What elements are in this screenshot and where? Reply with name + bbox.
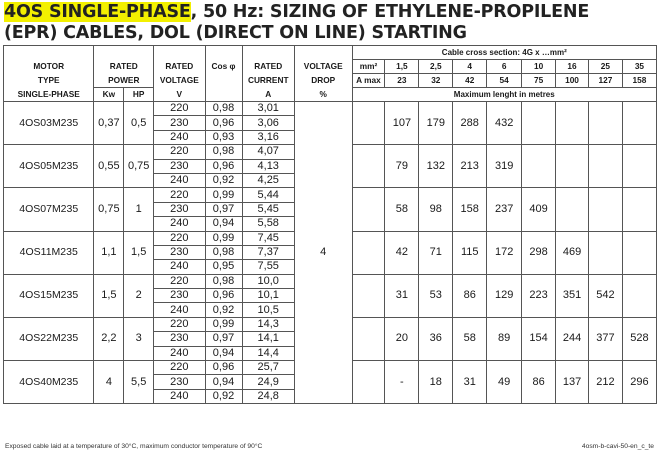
motor-type-cell: 4OS03M235 [4, 102, 94, 145]
length-cell [622, 231, 656, 274]
cos-phi-cell: 0,96 [205, 116, 242, 130]
length-cell: 212 [588, 361, 622, 404]
voltage-cell: 220 [154, 317, 205, 331]
current-cell: 3,16 [242, 130, 294, 144]
length-cell [588, 231, 622, 274]
length-cell: 20 [385, 317, 419, 360]
current-cell: 4,25 [242, 173, 294, 187]
current-cell: 14,4 [242, 346, 294, 360]
spacer-cell [352, 317, 385, 360]
power-kw-cell: 0,75 [94, 188, 124, 231]
cos-phi-cell: 0,92 [205, 389, 242, 403]
length-cell: 432 [487, 102, 522, 145]
header-rated-voltage: RATED [154, 60, 205, 74]
footer-code: 4osm-b-cavi-50-en_c_te [581, 443, 654, 450]
voltage-cell: 230 [154, 159, 205, 173]
voltage-cell: 220 [154, 361, 205, 375]
current-cell: 3,01 [242, 102, 294, 116]
motor-type-cell: 4OS22M235 [4, 317, 94, 360]
max-length-label: Maximum lenght in metres [352, 88, 656, 102]
current-cell: 5,58 [242, 217, 294, 231]
cos-phi-cell: 0,96 [205, 289, 242, 303]
length-cell: 132 [419, 145, 453, 188]
power-hp-cell: 1,5 [124, 231, 154, 274]
length-cell: 71 [419, 231, 453, 274]
title-line2: (EPR) CABLES, DOL (DIRECT ON LINE) STARTING [4, 23, 467, 43]
current-cell: 14,3 [242, 317, 294, 331]
power-kw-cell: 1,1 [94, 231, 124, 274]
current-cell: 4,13 [242, 159, 294, 173]
current-cell: 4,07 [242, 145, 294, 159]
length-cell: - [385, 361, 419, 404]
length-cell: 298 [522, 231, 556, 274]
footer-note: Exposed cable laid at a temperature of 30°C, maximum conductor temperature of 90°C [5, 443, 263, 450]
spacer-cell [352, 102, 385, 145]
length-cell: 86 [453, 274, 487, 317]
cos-phi-cell: 0,99 [205, 231, 242, 245]
motor-type-cell: 4OS07M235 [4, 188, 94, 231]
cos-phi-cell: 0,92 [205, 303, 242, 317]
current-cell: 5,45 [242, 202, 294, 216]
length-cell: 79 [385, 145, 419, 188]
header-motor-type [4, 46, 94, 60]
length-cell: 36 [419, 317, 453, 360]
voltage-cell: 230 [154, 375, 205, 389]
voltage-cell: 220 [154, 231, 205, 245]
length-cell: 137 [556, 361, 589, 404]
header-voltage-drop: VOLTAGE [294, 60, 352, 74]
voltage-cell: 240 [154, 303, 205, 317]
length-cell [588, 188, 622, 231]
length-cell: 172 [487, 231, 522, 274]
voltage-cell: 240 [154, 173, 205, 187]
voltage-cell: 220 [154, 145, 205, 159]
current-cell: 10,1 [242, 289, 294, 303]
voltage-cell: 230 [154, 332, 205, 346]
length-cell [522, 102, 556, 145]
voltage-cell: 220 [154, 274, 205, 288]
power-hp-cell: 3 [124, 317, 154, 360]
voltage-cell: 230 [154, 289, 205, 303]
length-cell [588, 102, 622, 145]
length-cell: 89 [487, 317, 522, 360]
cos-phi-cell: 0,96 [205, 361, 242, 375]
length-cell: 213 [453, 145, 487, 188]
length-cell: 244 [556, 317, 589, 360]
cos-phi-cell: 0,95 [205, 260, 242, 274]
length-cell: 53 [419, 274, 453, 317]
cable-sizing-table: Cable cross section: 4G x …mm² MOTOR RATED RATED Cos φ RATED VOLTAGE mm² 1,5 2,5 4 6 10 16 25 35 TYPE POWER VOLTAGE CURRENT DROP A max 23 32 42 54 75 100 127 158 SINGLE-PHASE Kw HP V A % Maximum lenght in metres 4OS03M235 0,37 0,5 220 0,98 3,01 4 107 179 288 432 230 0,96 3,06 240 0,93 3,16 4OS05M235 0,55 0,75 220 0,98 4,07 79 132 213 319 230 0,96 4,13 240 0,92 4,25 4OS07M235 0,75 1 220 0,99 5,44 58 98 158 237 409 230 0,97 5,45 240 0,94 5,58 4OS11M235 1,1 1,5 220 0,99 7,45 42 71 115 172 298 469 230 0,98 7,37 240 0,95 7,55 4OS15M235 1,5 2 220 0,98 10,0 31 53 86 129 223 351 542 230 0,96 10,1 240 0,92 10,5 4OS22M235 2,2 3 220 0,99 14,3 20 36 58 89 154 244 377 528 230 0,97 14,1 240 0,94 14,4 4OS40M235 4 5,5 220 0,96 25,7 - 18 31 49 86 137 212 296 230 0,94 24,9 240 0,92 24,8 [3, 45, 657, 404]
length-cell: 288 [453, 102, 487, 145]
cos-phi-cell: 0,94 [205, 346, 242, 360]
cos-phi-cell: 0,92 [205, 173, 242, 187]
motor-type-cell: 4OS11M235 [4, 231, 94, 274]
length-cell: 319 [487, 145, 522, 188]
motor-type-cell: 4OS40M235 [4, 361, 94, 404]
power-kw-cell: 4 [94, 361, 124, 404]
length-cell: 237 [487, 188, 522, 231]
length-cell: 542 [588, 274, 622, 317]
motor-type-cell: 4OS05M235 [4, 145, 94, 188]
length-cell: 223 [522, 274, 556, 317]
power-hp-cell: 1 [124, 188, 154, 231]
power-kw-cell: 1,5 [94, 274, 124, 317]
page-title [4, 2, 664, 44]
cos-phi-cell: 0,97 [205, 202, 242, 216]
voltage-drop-cell: 4 [294, 102, 352, 404]
power-hp-cell: 0,5 [124, 102, 154, 145]
length-cell: 296 [622, 361, 656, 404]
length-cell: 115 [453, 231, 487, 274]
length-cell: 31 [453, 361, 487, 404]
length-cell: 107 [385, 102, 419, 145]
voltage-cell: 220 [154, 188, 205, 202]
length-cell: 42 [385, 231, 419, 274]
voltage-cell: 240 [154, 260, 205, 274]
current-cell: 5,44 [242, 188, 294, 202]
length-cell [622, 145, 656, 188]
length-cell [556, 145, 589, 188]
cos-phi-cell: 0,97 [205, 332, 242, 346]
cos-phi-cell: 0,94 [205, 217, 242, 231]
current-cell: 10,0 [242, 274, 294, 288]
length-cell: 528 [622, 317, 656, 360]
header-cos-phi: Cos φ [205, 60, 242, 74]
voltage-cell: 240 [154, 346, 205, 360]
length-cell: 31 [385, 274, 419, 317]
voltage-cell: 240 [154, 130, 205, 144]
table-row [4, 102, 657, 116]
length-cell [522, 145, 556, 188]
length-cell [588, 145, 622, 188]
cos-phi-cell: 0,98 [205, 102, 242, 116]
spacer-cell [352, 188, 385, 231]
length-cell: 179 [419, 102, 453, 145]
power-kw-cell: 0,37 [94, 102, 124, 145]
cable-cross-section-header: Cable cross section: 4G x …mm² [352, 46, 656, 60]
current-cell: 3,06 [242, 116, 294, 130]
length-cell: 86 [522, 361, 556, 404]
cos-phi-cell: 0,94 [205, 375, 242, 389]
length-cell: 158 [453, 188, 487, 231]
power-hp-cell: 0,75 [124, 145, 154, 188]
cos-phi-cell: 0,98 [205, 145, 242, 159]
current-cell: 24,9 [242, 375, 294, 389]
length-cell: 154 [522, 317, 556, 360]
power-kw-cell: 0,55 [94, 145, 124, 188]
title-line1-rest: , 50 Hz: SIZING OF ETHYLENE-PROPILENE [190, 2, 590, 22]
voltage-cell: 240 [154, 389, 205, 403]
length-cell [622, 188, 656, 231]
voltage-cell: 230 [154, 245, 205, 259]
current-cell: 24,8 [242, 389, 294, 403]
power-kw-cell: 2,2 [94, 317, 124, 360]
length-cell: 98 [419, 188, 453, 231]
current-cell: 7,55 [242, 260, 294, 274]
length-cell: 58 [385, 188, 419, 231]
cos-phi-cell: 0,99 [205, 188, 242, 202]
spacer-cell [352, 274, 385, 317]
voltage-cell: 220 [154, 102, 205, 116]
amax-label: A max [352, 74, 385, 88]
length-cell: 129 [487, 274, 522, 317]
header-rated-current: RATED [242, 60, 294, 74]
length-cell [622, 274, 656, 317]
length-cell [556, 102, 589, 145]
length-cell: 18 [419, 361, 453, 404]
mm2-label: mm² [352, 60, 385, 74]
header-rated-power: RATED [94, 60, 154, 74]
cos-phi-cell: 0,99 [205, 317, 242, 331]
voltage-cell: 230 [154, 202, 205, 216]
length-cell: 377 [588, 317, 622, 360]
cos-phi-cell: 0,93 [205, 130, 242, 144]
current-cell: 25,7 [242, 361, 294, 375]
current-cell: 7,45 [242, 231, 294, 245]
spacer-cell [352, 231, 385, 274]
length-cell: 351 [556, 274, 589, 317]
current-cell: 10,5 [242, 303, 294, 317]
cos-phi-cell: 0,96 [205, 159, 242, 173]
voltage-cell: 240 [154, 217, 205, 231]
cos-phi-cell: 0,98 [205, 274, 242, 288]
length-cell: 58 [453, 317, 487, 360]
voltage-cell: 230 [154, 116, 205, 130]
cos-phi-cell: 0,98 [205, 245, 242, 259]
length-cell: 409 [522, 188, 556, 231]
spacer-cell [352, 361, 385, 404]
length-cell: 49 [487, 361, 522, 404]
title-highlight: 4OS SINGLE-PHASE [4, 2, 191, 22]
current-cell: 7,37 [242, 245, 294, 259]
motor-type-cell: 4OS15M235 [4, 274, 94, 317]
length-cell [556, 188, 589, 231]
length-cell: 469 [556, 231, 589, 274]
current-cell: 14,1 [242, 332, 294, 346]
power-hp-cell: 5,5 [124, 361, 154, 404]
length-cell [622, 102, 656, 145]
spacer-cell [352, 145, 385, 188]
power-hp-cell: 2 [124, 274, 154, 317]
